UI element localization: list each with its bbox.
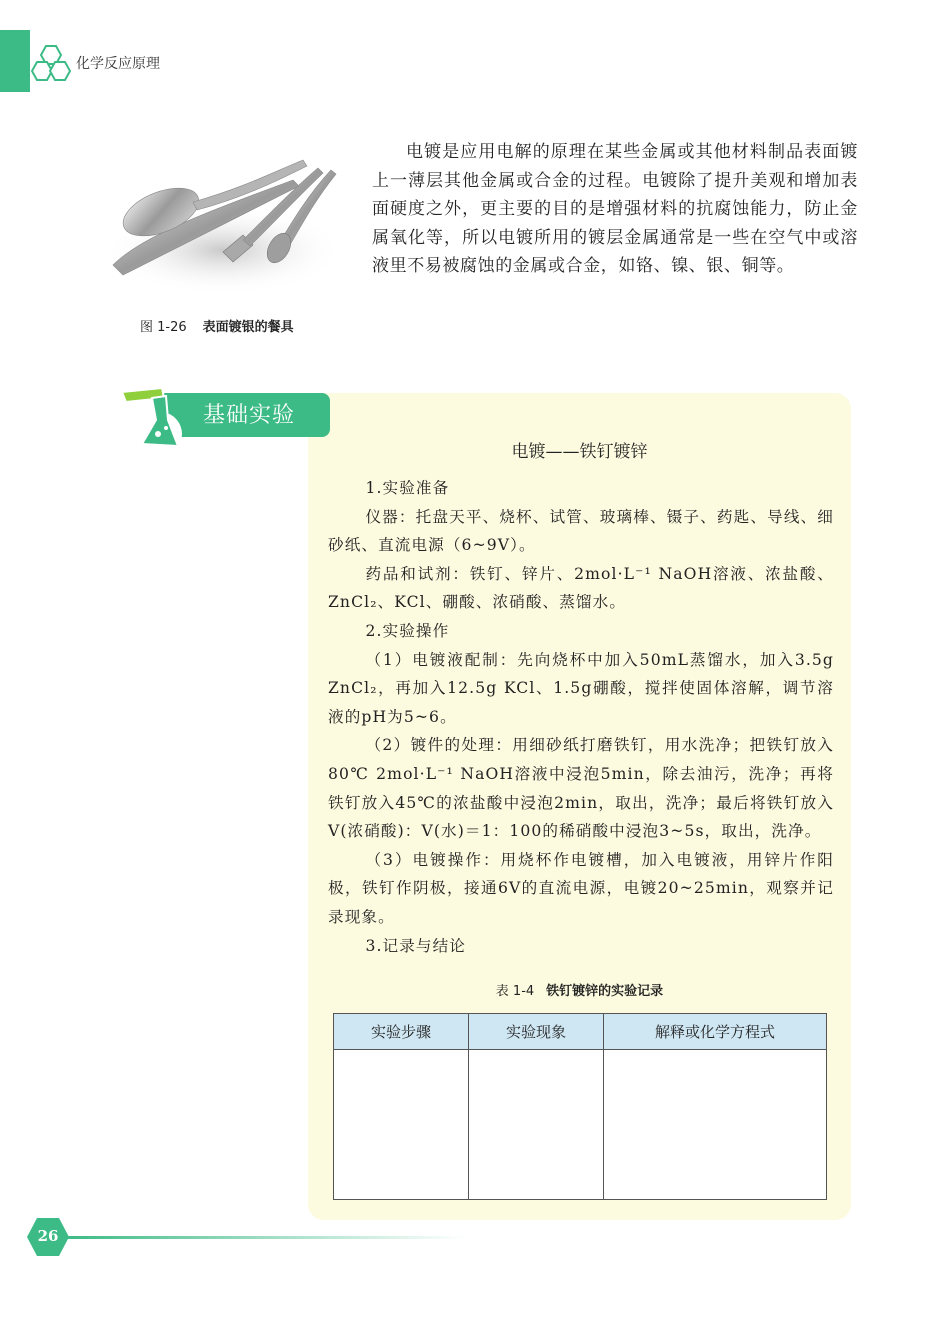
header-corner-block: [0, 30, 30, 92]
paragraph: （2）镀件的处理：用细砂纸打磨铁钉，用水洗净；把铁钉放入80℃ 2mol·L⁻¹ NaOH溶液中浸泡5min，除去油污，洗净；再将铁钉放入45℃的浓盐酸中浸泡2min，取出，洗净；最后将铁钉放入V(浓硝酸)：V(水)＝1：100的稀硝酸中浸泡3~5s，取出，洗净。: [328, 736, 834, 841]
experiment-title: 电镀——铁钉镀锌: [511, 442, 648, 462]
paragraph: 药品和试剂：铁钉、锌片、2mol·L⁻¹ NaOH溶液、浓盐酸、ZnCl₂、KCl、硼酸、浓硝酸、蒸馏水。: [328, 564, 834, 612]
table-number: 表 1-4: [495, 984, 535, 999]
paragraph: （1）电镀液配制：先向烧杯中加入50mL蒸馏水，加入3.5g ZnCl₂，再加入12.5g KCl、1.5g硼酸，搅拌使固体溶解，调节溶液的pH为5~6。: [328, 650, 834, 726]
section-label: 基础实验: [203, 403, 296, 428]
experiment-content: [328, 474, 834, 960]
table-header-cell: 实验步骤: [334, 1014, 469, 1050]
hexagon-logo-icon: [30, 42, 82, 90]
paragraph: 2.实验操作: [365, 621, 450, 640]
paragraph: （3）电镀操作：用烧杯作电镀槽，加入电镀液，用锌片作阳极，铁钉作阴极，接通6V的直流电源，电镀20~25min，观察并记录现象。: [328, 850, 834, 926]
footer-divider: [66, 1236, 466, 1239]
figure-caption-text: 表面镀银的餐具: [202, 320, 294, 335]
table-caption-text: 铁钉镀锌的实验记录: [546, 984, 664, 999]
table-row: [334, 1050, 827, 1200]
page-number: 26: [37, 1227, 59, 1245]
silver-cutlery-photo: [103, 140, 348, 300]
figure-caption: [140, 316, 294, 335]
header-title: 化学反应原理: [76, 56, 160, 72]
flask-icon: [112, 382, 190, 456]
table-cell[interactable]: [469, 1050, 604, 1200]
record-table: [333, 1013, 827, 1200]
intro-paragraph: 电镀是应用电解的原理在某些金属或其他材料制品表面镀上一薄层其他金属或合金的过程。电镀除了提升美观和增加表面硬度之外，更主要的目的是增强材料的抗腐蚀能力，防止金属氧化等，所以电镀所用的镀层金属通常是一些在空气中或溶液里不易被腐蚀的金属或合金，如铬、镍、银、铜等。: [372, 142, 858, 277]
figure-number: 图 1-26: [140, 320, 187, 335]
table-header-cell: 解释或化学方程式: [604, 1014, 827, 1050]
table-cell[interactable]: [604, 1050, 827, 1200]
table-cell[interactable]: [334, 1050, 469, 1200]
paragraph: 仪器：托盘天平、烧杯、试管、玻璃棒、镊子、药匙、导线、细砂纸、直流电源（6~9V）。: [328, 507, 834, 555]
table-header-row: [334, 1014, 827, 1050]
paragraph: 3.记录与结论: [365, 936, 466, 955]
table-header-cell: 实验现象: [469, 1014, 604, 1050]
table-caption: [308, 980, 851, 999]
paragraph: 1.实验准备: [365, 479, 450, 497]
